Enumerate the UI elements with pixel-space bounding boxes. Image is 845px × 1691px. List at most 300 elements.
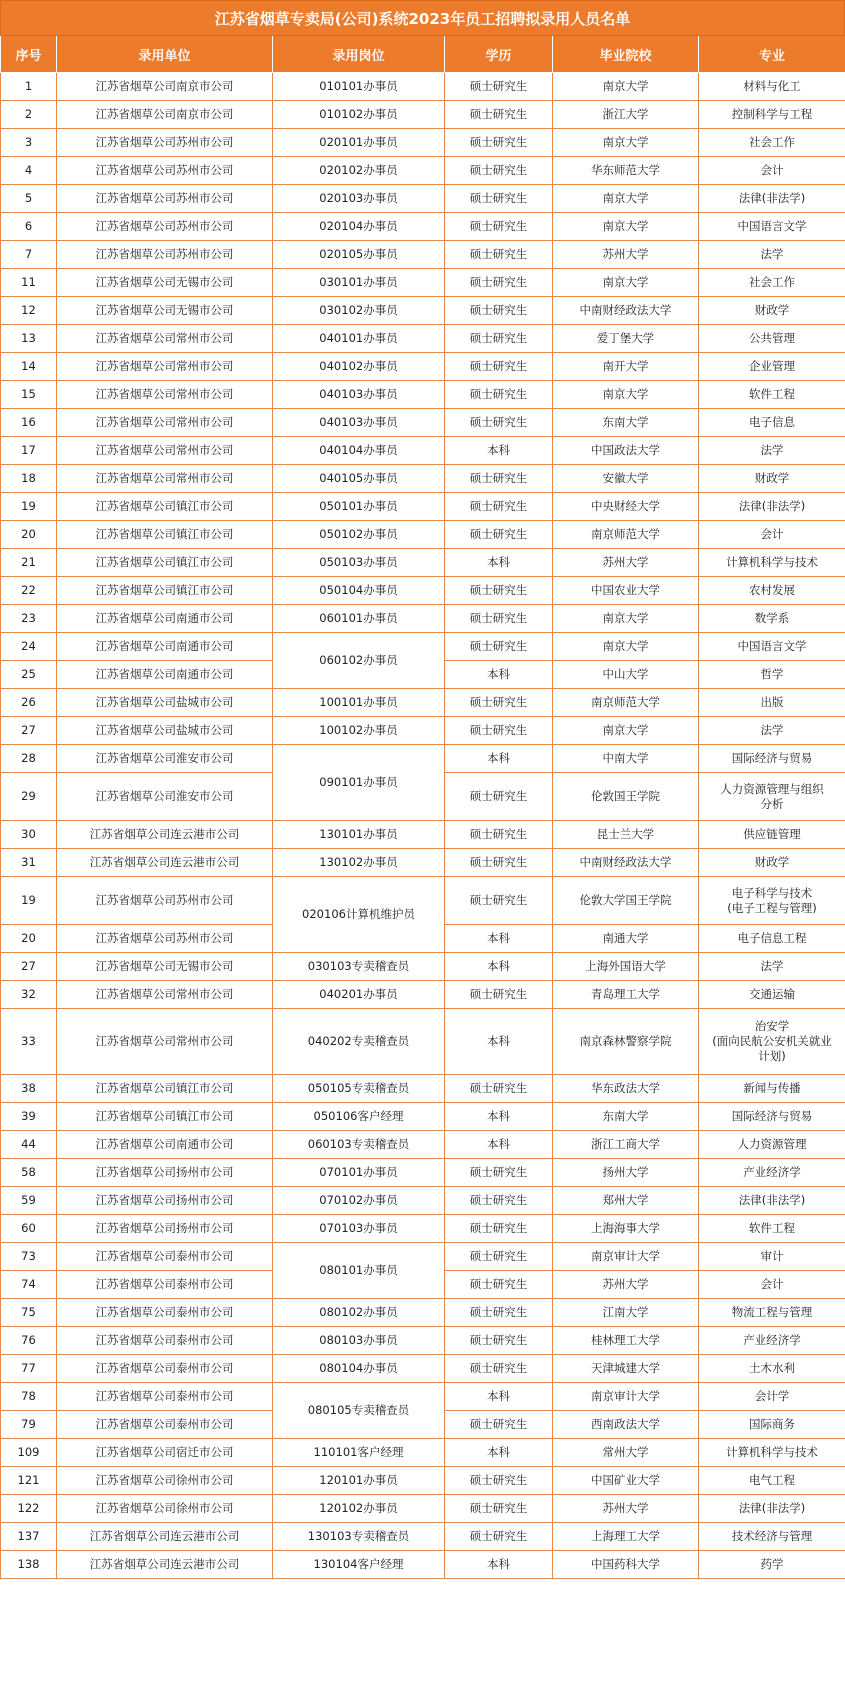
major-cell: 中国语言文学: [699, 633, 845, 661]
degree-cell: 硕士研究生: [445, 773, 553, 821]
seq-cell: 75: [1, 1299, 57, 1327]
table-row: [1, 1495, 845, 1523]
post-cell: 050103办事员: [273, 549, 445, 577]
school-cell: 南开大学: [553, 353, 699, 381]
seq-cell: 59: [1, 1187, 57, 1215]
seq-cell: 33: [1, 1009, 57, 1075]
school-cell: 南通大学: [553, 925, 699, 953]
school-cell: 浙江工商大学: [553, 1131, 699, 1159]
post-cell: 070101办事员: [273, 1159, 445, 1187]
table-row: [1, 465, 845, 493]
seq-cell: 16: [1, 409, 57, 437]
school-cell: 桂林理工大学: [553, 1327, 699, 1355]
school-cell: 常州大学: [553, 1439, 699, 1467]
post-cell: 030102办事员: [273, 297, 445, 325]
table-row: [1, 605, 845, 633]
school-cell: 中南财经政法大学: [553, 849, 699, 877]
post-cell: 060101办事员: [273, 605, 445, 633]
degree-cell: 硕士研究生: [445, 493, 553, 521]
unit-cell: 江苏省烟草公司常州市公司: [57, 381, 273, 409]
school-cell: 华东政法大学: [553, 1075, 699, 1103]
major-cell: 法学: [699, 953, 845, 981]
school-cell: 南京师范大学: [553, 521, 699, 549]
major-cell: 企业管理: [699, 353, 845, 381]
unit-cell: 江苏省烟草公司苏州市公司: [57, 241, 273, 269]
table-row: [1, 241, 845, 269]
school-cell: 南京大学: [553, 605, 699, 633]
header-cell: 序号: [1, 36, 57, 73]
post-cell: 050106客户经理: [273, 1103, 445, 1131]
post-cell: 020102办事员: [273, 157, 445, 185]
major-cell: 审计: [699, 1243, 845, 1271]
school-cell: 上海理工大学: [553, 1523, 699, 1551]
school-cell: 南京大学: [553, 633, 699, 661]
degree-cell: 硕士研究生: [445, 877, 553, 925]
unit-cell: 江苏省烟草公司苏州市公司: [57, 185, 273, 213]
major-cell: 软件工程: [699, 381, 845, 409]
unit-cell: 江苏省烟草公司镇江市公司: [57, 1075, 273, 1103]
major-cell: 农村发展: [699, 577, 845, 605]
degree-cell: 本科: [445, 1131, 553, 1159]
post-cell: 020103办事员: [273, 185, 445, 213]
degree-cell: 硕士研究生: [445, 717, 553, 745]
unit-cell: 江苏省烟草公司常州市公司: [57, 325, 273, 353]
unit-cell: 江苏省烟草公司泰州市公司: [57, 1355, 273, 1383]
seq-cell: 1: [1, 73, 57, 101]
unit-cell: 江苏省烟草公司泰州市公司: [57, 1327, 273, 1355]
table-row: [1, 549, 845, 577]
table-row: [1, 325, 845, 353]
school-cell: 伦敦大学国王学院: [553, 877, 699, 925]
table-row: [1, 821, 845, 849]
post-cell: 040103办事员: [273, 409, 445, 437]
seq-cell: 7: [1, 241, 57, 269]
table-row: [1, 1551, 845, 1579]
table-row: [1, 1467, 845, 1495]
seq-cell: 79: [1, 1411, 57, 1439]
post-cell: 110101客户经理: [273, 1439, 445, 1467]
header-cell: 专业: [699, 36, 845, 73]
major-cell: 会计: [699, 1271, 845, 1299]
post-cell: 040202专卖稽查员: [273, 1009, 445, 1075]
major-cell: 新闻与传播: [699, 1075, 845, 1103]
table-row: [1, 185, 845, 213]
major-cell: 国际经济与贸易: [699, 745, 845, 773]
post-cell: 050104办事员: [273, 577, 445, 605]
unit-cell: 江苏省烟草公司泰州市公司: [57, 1411, 273, 1439]
post-cell: 130102办事员: [273, 849, 445, 877]
table-row: [1, 1355, 845, 1383]
unit-cell: 江苏省烟草公司南通市公司: [57, 633, 273, 661]
school-cell: 南京森林警察学院: [553, 1009, 699, 1075]
degree-cell: 硕士研究生: [445, 101, 553, 129]
seq-cell: 15: [1, 381, 57, 409]
seq-cell: 20: [1, 925, 57, 953]
seq-cell: 14: [1, 353, 57, 381]
seq-cell: 74: [1, 1271, 57, 1299]
post-cell: 100102办事员: [273, 717, 445, 745]
post-cell: 030103专卖稽查员: [273, 953, 445, 981]
major-cell: 产业经济学: [699, 1159, 845, 1187]
major-cell: 人力资源管理与组织 分析: [699, 773, 845, 821]
unit-cell: 江苏省烟草公司苏州市公司: [57, 877, 273, 925]
unit-cell: 江苏省烟草公司盐城市公司: [57, 717, 273, 745]
school-cell: 苏州大学: [553, 1271, 699, 1299]
table-row: [1, 1075, 845, 1103]
degree-cell: 硕士研究生: [445, 1495, 553, 1523]
unit-cell: 江苏省烟草公司南京市公司: [57, 73, 273, 101]
degree-cell: 本科: [445, 437, 553, 465]
unit-cell: 江苏省烟草公司徐州市公司: [57, 1495, 273, 1523]
major-cell: 法律(非法学): [699, 1495, 845, 1523]
unit-cell: 江苏省烟草公司徐州市公司: [57, 1467, 273, 1495]
post-cell: 090101办事员: [273, 745, 445, 821]
degree-cell: 硕士研究生: [445, 689, 553, 717]
unit-cell: 江苏省烟草公司宿迁市公司: [57, 1439, 273, 1467]
major-cell: 技术经济与管理: [699, 1523, 845, 1551]
unit-cell: 江苏省烟草公司镇江市公司: [57, 493, 273, 521]
post-cell: 050102办事员: [273, 521, 445, 549]
major-cell: 财政学: [699, 297, 845, 325]
table-header-row: [1, 36, 845, 73]
table-row: [1, 1299, 845, 1327]
seq-cell: 12: [1, 297, 57, 325]
unit-cell: 江苏省烟草公司泰州市公司: [57, 1271, 273, 1299]
seq-cell: 19: [1, 493, 57, 521]
post-cell: 080104办事员: [273, 1355, 445, 1383]
unit-cell: 江苏省烟草公司苏州市公司: [57, 925, 273, 953]
unit-cell: 江苏省烟草公司镇江市公司: [57, 1103, 273, 1131]
school-cell: 苏州大学: [553, 1495, 699, 1523]
school-cell: 中国政法大学: [553, 437, 699, 465]
unit-cell: 江苏省烟草公司扬州市公司: [57, 1187, 273, 1215]
major-cell: 数学系: [699, 605, 845, 633]
major-cell: 会计: [699, 157, 845, 185]
table-row: [1, 381, 845, 409]
degree-cell: 本科: [445, 1551, 553, 1579]
table-row: [1, 409, 845, 437]
seq-cell: 25: [1, 661, 57, 689]
major-cell: 国际经济与贸易: [699, 1103, 845, 1131]
degree-cell: 本科: [445, 745, 553, 773]
header-cell: 录用单位: [57, 36, 273, 73]
major-cell: 财政学: [699, 465, 845, 493]
major-cell: 治安学 (面向民航公安机关就业 计划): [699, 1009, 845, 1075]
table-row: [1, 101, 845, 129]
post-cell: 020101办事员: [273, 129, 445, 157]
degree-cell: 硕士研究生: [445, 325, 553, 353]
major-cell: 法学: [699, 717, 845, 745]
seq-cell: 137: [1, 1523, 57, 1551]
table-row: [1, 1103, 845, 1131]
degree-cell: 硕士研究生: [445, 1271, 553, 1299]
unit-cell: 江苏省烟草公司镇江市公司: [57, 521, 273, 549]
school-cell: 苏州大学: [553, 241, 699, 269]
school-cell: 南京大学: [553, 717, 699, 745]
unit-cell: 江苏省烟草公司常州市公司: [57, 437, 273, 465]
seq-cell: 18: [1, 465, 57, 493]
table-row: [1, 1243, 845, 1271]
school-cell: 郑州大学: [553, 1187, 699, 1215]
unit-cell: 江苏省烟草公司常州市公司: [57, 353, 273, 381]
degree-cell: 硕士研究生: [445, 381, 553, 409]
degree-cell: 本科: [445, 661, 553, 689]
major-cell: 社会工作: [699, 129, 845, 157]
seq-cell: 109: [1, 1439, 57, 1467]
post-cell: 030101办事员: [273, 269, 445, 297]
hire-table: [0, 36, 845, 1579]
seq-cell: 28: [1, 745, 57, 773]
degree-cell: 本科: [445, 549, 553, 577]
degree-cell: 硕士研究生: [445, 1159, 553, 1187]
unit-cell: 江苏省烟草公司连云港市公司: [57, 1551, 273, 1579]
degree-cell: 硕士研究生: [445, 1411, 553, 1439]
school-cell: 中南财经政法大学: [553, 297, 699, 325]
post-cell: 130103专卖稽查员: [273, 1523, 445, 1551]
post-cell: 070102办事员: [273, 1187, 445, 1215]
table-row: [1, 981, 845, 1009]
major-cell: 电子信息工程: [699, 925, 845, 953]
unit-cell: 江苏省烟草公司淮安市公司: [57, 773, 273, 821]
major-cell: 电子信息: [699, 409, 845, 437]
degree-cell: 硕士研究生: [445, 1523, 553, 1551]
degree-cell: 硕士研究生: [445, 73, 553, 101]
unit-cell: 江苏省烟草公司南京市公司: [57, 101, 273, 129]
post-cell: 020104办事员: [273, 213, 445, 241]
seq-cell: 122: [1, 1495, 57, 1523]
post-cell: 130101办事员: [273, 821, 445, 849]
table-row: [1, 1439, 845, 1467]
degree-cell: 本科: [445, 1383, 553, 1411]
seq-cell: 4: [1, 157, 57, 185]
unit-cell: 江苏省烟草公司连云港市公司: [57, 821, 273, 849]
seq-cell: 22: [1, 577, 57, 605]
unit-cell: 江苏省烟草公司苏州市公司: [57, 157, 273, 185]
unit-cell: 江苏省烟草公司镇江市公司: [57, 577, 273, 605]
degree-cell: 硕士研究生: [445, 1355, 553, 1383]
school-cell: 中山大学: [553, 661, 699, 689]
post-cell: 080105专卖稽查员: [273, 1383, 445, 1439]
major-cell: 会计学: [699, 1383, 845, 1411]
table-row: [1, 1187, 845, 1215]
school-cell: 安徽大学: [553, 465, 699, 493]
degree-cell: 本科: [445, 953, 553, 981]
table-row: [1, 353, 845, 381]
degree-cell: 硕士研究生: [445, 157, 553, 185]
unit-cell: 江苏省烟草公司南通市公司: [57, 661, 273, 689]
degree-cell: 硕士研究生: [445, 353, 553, 381]
major-cell: 计算机科学与技术: [699, 1439, 845, 1467]
major-cell: 人力资源管理: [699, 1131, 845, 1159]
seq-cell: 32: [1, 981, 57, 1009]
seq-cell: 76: [1, 1327, 57, 1355]
school-cell: 南京大学: [553, 213, 699, 241]
table-row: [1, 437, 845, 465]
unit-cell: 江苏省烟草公司无锡市公司: [57, 269, 273, 297]
seq-cell: 38: [1, 1075, 57, 1103]
major-cell: 土木水利: [699, 1355, 845, 1383]
unit-cell: 江苏省烟草公司南通市公司: [57, 605, 273, 633]
degree-cell: 本科: [445, 925, 553, 953]
post-cell: 120102办事员: [273, 1495, 445, 1523]
unit-cell: 江苏省烟草公司淮安市公司: [57, 745, 273, 773]
major-cell: 交通运输: [699, 981, 845, 1009]
table-row: [1, 1159, 845, 1187]
school-cell: 扬州大学: [553, 1159, 699, 1187]
degree-cell: 硕士研究生: [445, 129, 553, 157]
seq-cell: 13: [1, 325, 57, 353]
school-cell: 青岛理工大学: [553, 981, 699, 1009]
post-cell: 040201办事员: [273, 981, 445, 1009]
school-cell: 西南政法大学: [553, 1411, 699, 1439]
major-cell: 公共管理: [699, 325, 845, 353]
table-row: [1, 877, 845, 925]
unit-cell: 江苏省烟草公司连云港市公司: [57, 849, 273, 877]
post-cell: 080102办事员: [273, 1299, 445, 1327]
degree-cell: 硕士研究生: [445, 981, 553, 1009]
post-cell: 130104客户经理: [273, 1551, 445, 1579]
unit-cell: 江苏省烟草公司镇江市公司: [57, 549, 273, 577]
major-cell: 计算机科学与技术: [699, 549, 845, 577]
seq-cell: 30: [1, 821, 57, 849]
seq-cell: 23: [1, 605, 57, 633]
school-cell: 江南大学: [553, 1299, 699, 1327]
post-cell: 070103办事员: [273, 1215, 445, 1243]
major-cell: 法律(非法学): [699, 185, 845, 213]
unit-cell: 江苏省烟草公司苏州市公司: [57, 213, 273, 241]
seq-cell: 11: [1, 269, 57, 297]
major-cell: 法学: [699, 241, 845, 269]
school-cell: 中央财经大学: [553, 493, 699, 521]
post-cell: 040105办事员: [273, 465, 445, 493]
seq-cell: 24: [1, 633, 57, 661]
table-row: [1, 717, 845, 745]
table-row: [1, 129, 845, 157]
degree-cell: 硕士研究生: [445, 297, 553, 325]
seq-cell: 27: [1, 953, 57, 981]
degree-cell: 硕士研究生: [445, 605, 553, 633]
major-cell: 材料与化工: [699, 73, 845, 101]
major-cell: 会计: [699, 521, 845, 549]
table-row: [1, 1215, 845, 1243]
major-cell: 法律(非法学): [699, 1187, 845, 1215]
seq-cell: 3: [1, 129, 57, 157]
degree-cell: 硕士研究生: [445, 409, 553, 437]
school-cell: 上海外国语大学: [553, 953, 699, 981]
degree-cell: 硕士研究生: [445, 269, 553, 297]
seq-cell: 31: [1, 849, 57, 877]
post-cell: 040102办事员: [273, 353, 445, 381]
seq-cell: 60: [1, 1215, 57, 1243]
header-cell: 学历: [445, 36, 553, 73]
post-cell: 100101办事员: [273, 689, 445, 717]
post-cell: 020105办事员: [273, 241, 445, 269]
header-cell: 毕业院校: [553, 36, 699, 73]
degree-cell: 硕士研究生: [445, 213, 553, 241]
table-row: [1, 1009, 845, 1075]
school-cell: 南京大学: [553, 381, 699, 409]
table-row: [1, 493, 845, 521]
post-cell: 060103专卖稽查员: [273, 1131, 445, 1159]
table-row: [1, 157, 845, 185]
major-cell: 国际商务: [699, 1411, 845, 1439]
school-cell: 南京大学: [553, 185, 699, 213]
table-row: [1, 953, 845, 981]
school-cell: 苏州大学: [553, 549, 699, 577]
unit-cell: 江苏省烟草公司常州市公司: [57, 981, 273, 1009]
major-cell: 物流工程与管理: [699, 1299, 845, 1327]
major-cell: 控制科学与工程: [699, 101, 845, 129]
major-cell: 哲学: [699, 661, 845, 689]
seq-cell: 21: [1, 549, 57, 577]
degree-cell: 硕士研究生: [445, 1327, 553, 1355]
school-cell: 南京审计大学: [553, 1383, 699, 1411]
school-cell: 华东师范大学: [553, 157, 699, 185]
post-cell: 010102办事员: [273, 101, 445, 129]
school-cell: 中国药科大学: [553, 1551, 699, 1579]
unit-cell: 江苏省烟草公司盐城市公司: [57, 689, 273, 717]
post-cell: 010101办事员: [273, 73, 445, 101]
school-cell: 南京大学: [553, 129, 699, 157]
seq-cell: 77: [1, 1355, 57, 1383]
degree-cell: 硕士研究生: [445, 577, 553, 605]
header-cell: 录用岗位: [273, 36, 445, 73]
seq-cell: 58: [1, 1159, 57, 1187]
post-cell: 040103办事员: [273, 381, 445, 409]
degree-cell: 本科: [445, 1103, 553, 1131]
table-row: [1, 297, 845, 325]
post-cell: 060102办事员: [273, 633, 445, 689]
page-title: 江苏省烟草专卖局(公司)系统2023年员工招聘拟录用人员名单: [0, 0, 845, 36]
unit-cell: 江苏省烟草公司无锡市公司: [57, 953, 273, 981]
degree-cell: 硕士研究生: [445, 1075, 553, 1103]
degree-cell: 硕士研究生: [445, 465, 553, 493]
degree-cell: 硕士研究生: [445, 1467, 553, 1495]
seq-cell: 78: [1, 1383, 57, 1411]
post-cell: 050105专卖稽查员: [273, 1075, 445, 1103]
seq-cell: 2: [1, 101, 57, 129]
major-cell: 产业经济学: [699, 1327, 845, 1355]
unit-cell: 江苏省烟草公司南通市公司: [57, 1131, 273, 1159]
unit-cell: 江苏省烟草公司常州市公司: [57, 465, 273, 493]
table-row: [1, 1383, 845, 1411]
degree-cell: 硕士研究生: [445, 633, 553, 661]
major-cell: 出版: [699, 689, 845, 717]
post-cell: 040101办事员: [273, 325, 445, 353]
school-cell: 上海海事大学: [553, 1215, 699, 1243]
degree-cell: 硕士研究生: [445, 1215, 553, 1243]
table-row: [1, 1327, 845, 1355]
school-cell: 南京大学: [553, 73, 699, 101]
unit-cell: 江苏省烟草公司常州市公司: [57, 409, 273, 437]
major-cell: 电气工程: [699, 1467, 845, 1495]
school-cell: 南京师范大学: [553, 689, 699, 717]
major-cell: 社会工作: [699, 269, 845, 297]
degree-cell: 硕士研究生: [445, 1299, 553, 1327]
degree-cell: 硕士研究生: [445, 821, 553, 849]
major-cell: 法学: [699, 437, 845, 465]
table-row: [1, 577, 845, 605]
seq-cell: 26: [1, 689, 57, 717]
post-cell: 080103办事员: [273, 1327, 445, 1355]
table-row: [1, 849, 845, 877]
post-cell: 050101办事员: [273, 493, 445, 521]
degree-cell: 硕士研究生: [445, 521, 553, 549]
post-cell: 120101办事员: [273, 1467, 445, 1495]
school-cell: 东南大学: [553, 409, 699, 437]
seq-cell: 17: [1, 437, 57, 465]
table-row: [1, 269, 845, 297]
